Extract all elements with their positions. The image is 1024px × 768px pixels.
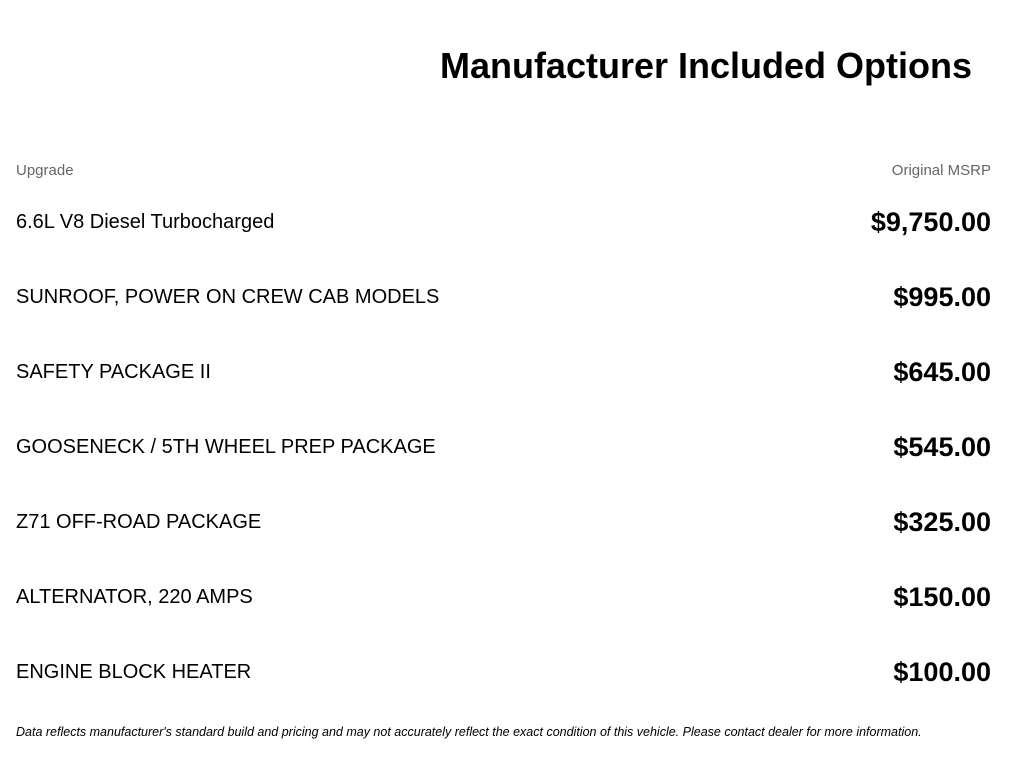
option-name: ENGINE BLOCK HEATER <box>16 661 252 683</box>
option-name: SUNROOF, POWER ON CREW CAB MODELS <box>16 286 440 308</box>
option-row <box>16 485 991 560</box>
option-price: $100.00 <box>893 657 991 687</box>
option-name: SAFETY PACKAGE II <box>16 361 211 383</box>
option-price: $9,750.00 <box>870 207 991 237</box>
page-title: Manufacturer Included Options <box>439 45 972 86</box>
option-name: GOOSENECK / 5TH WHEEL PREP PACKAGE <box>16 436 436 458</box>
option-name: Z71 OFF-ROAD PACKAGE <box>16 511 262 533</box>
option-row <box>16 560 991 635</box>
msrp-column-header: Original MSRP <box>891 161 991 179</box>
option-name: ALTERNATOR, 220 AMPS <box>16 586 253 608</box>
option-price: $545.00 <box>893 432 991 462</box>
options-list <box>16 185 991 710</box>
option-row <box>16 410 991 485</box>
disclaimer-text: Data reflects manufacturer's standard build and pricing and may not accurately reflect the exact condition of this vehicle. Please contact dealer for more information. <box>16 724 922 739</box>
option-price: $150.00 <box>893 582 991 612</box>
option-row <box>16 335 991 410</box>
option-row <box>16 260 991 335</box>
option-row <box>16 185 991 260</box>
option-row <box>16 635 991 710</box>
option-name: 6.6L V8 Diesel Turbocharged <box>16 211 275 233</box>
upgrade-column-header: Upgrade <box>16 161 74 179</box>
option-price: $645.00 <box>893 357 991 387</box>
options-table-header <box>16 160 991 180</box>
option-price: $325.00 <box>893 507 991 537</box>
option-price: $995.00 <box>893 282 991 312</box>
